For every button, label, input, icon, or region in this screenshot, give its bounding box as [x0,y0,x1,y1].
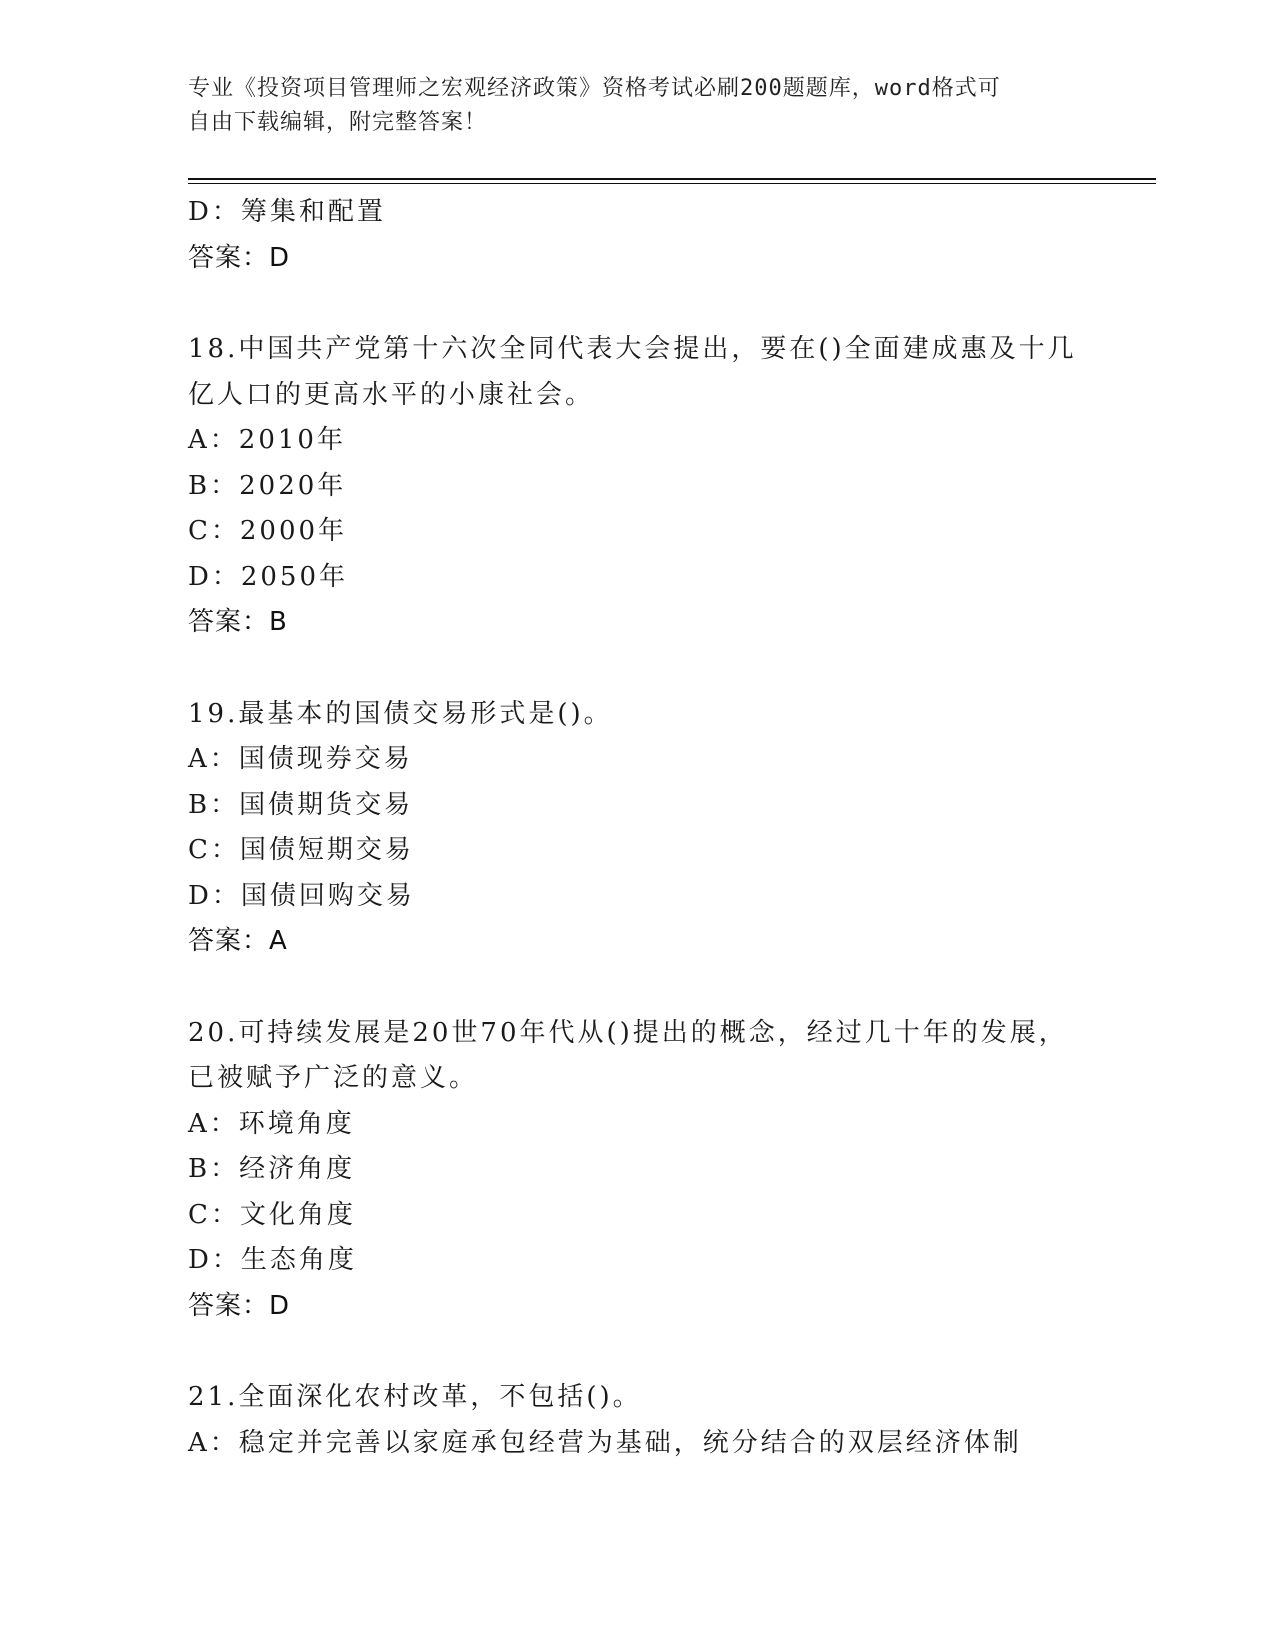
header-line-1: 专业《投资项目管理师之宏观经济政策》资格考试必刷200题题库，word格式可 [188,76,1001,101]
question-20-option-a: A：环境角度 [188,1108,355,1139]
header-rule-thick [188,178,1156,180]
question-21-text-1: 21.全面深化农村改革，不包括()。 [188,1382,642,1412]
question-18-option-d: D：2050年 [188,561,349,592]
question-19-option-d: D：国债回购交易 [188,880,415,911]
question-18 [188,327,1088,646]
header-line-2: 自由下载编辑，附完整答案！ [188,110,488,135]
prev-answer: 答案：D [188,242,291,273]
question-18-option-a: A：2010年 [188,425,346,455]
question-19-option-b: B：国债期货交易 [188,789,414,820]
question-20 [188,1011,1088,1330]
question-19 [188,692,1088,965]
question-18-answer: 答案：B [188,607,288,637]
question-content [188,190,1088,1466]
question-21-option-a: A：稳定并完善以家庭承包经营为基础，统分结合的双层经济体制 [188,1427,1022,1458]
question-18-option-b: B：2020年 [188,470,347,501]
question-19-option-a: A：国债现券交易 [188,744,413,774]
question-18-text-1: 18.中国共产党第十六次全同代表大会提出，要在()全面建成惠及十几 [188,334,1077,364]
header-rule-thin [188,183,1156,184]
question-20-option-d: D：生态角度 [188,1245,357,1275]
question-20-option-c: C：文化角度 [188,1199,356,1230]
question-19-answer: 答案：A [188,926,288,956]
question-19-text-1: 19.最基本的国债交易形式是()。 [188,698,613,729]
question-20-text-2: 已被赋予广泛的意义。 [188,1063,479,1093]
question-21 [188,1375,1088,1466]
question-18-option-c: C：2000年 [188,516,348,546]
question-19-option-c: C：国债短期交易 [188,835,414,865]
question-20-text-1: 20.可持续发展是20世70年代从()提出的概念，经过几十年的发展， [188,1017,1068,1048]
document-header [188,72,1088,140]
prev-option-d: D：筹集和配置 [188,197,386,227]
question-20-answer: 答案：D [188,1290,291,1321]
question-18-text-2: 亿人口的更高水平的小康社会。 [188,379,595,410]
question-20-option-b: B：经济角度 [188,1154,356,1184]
